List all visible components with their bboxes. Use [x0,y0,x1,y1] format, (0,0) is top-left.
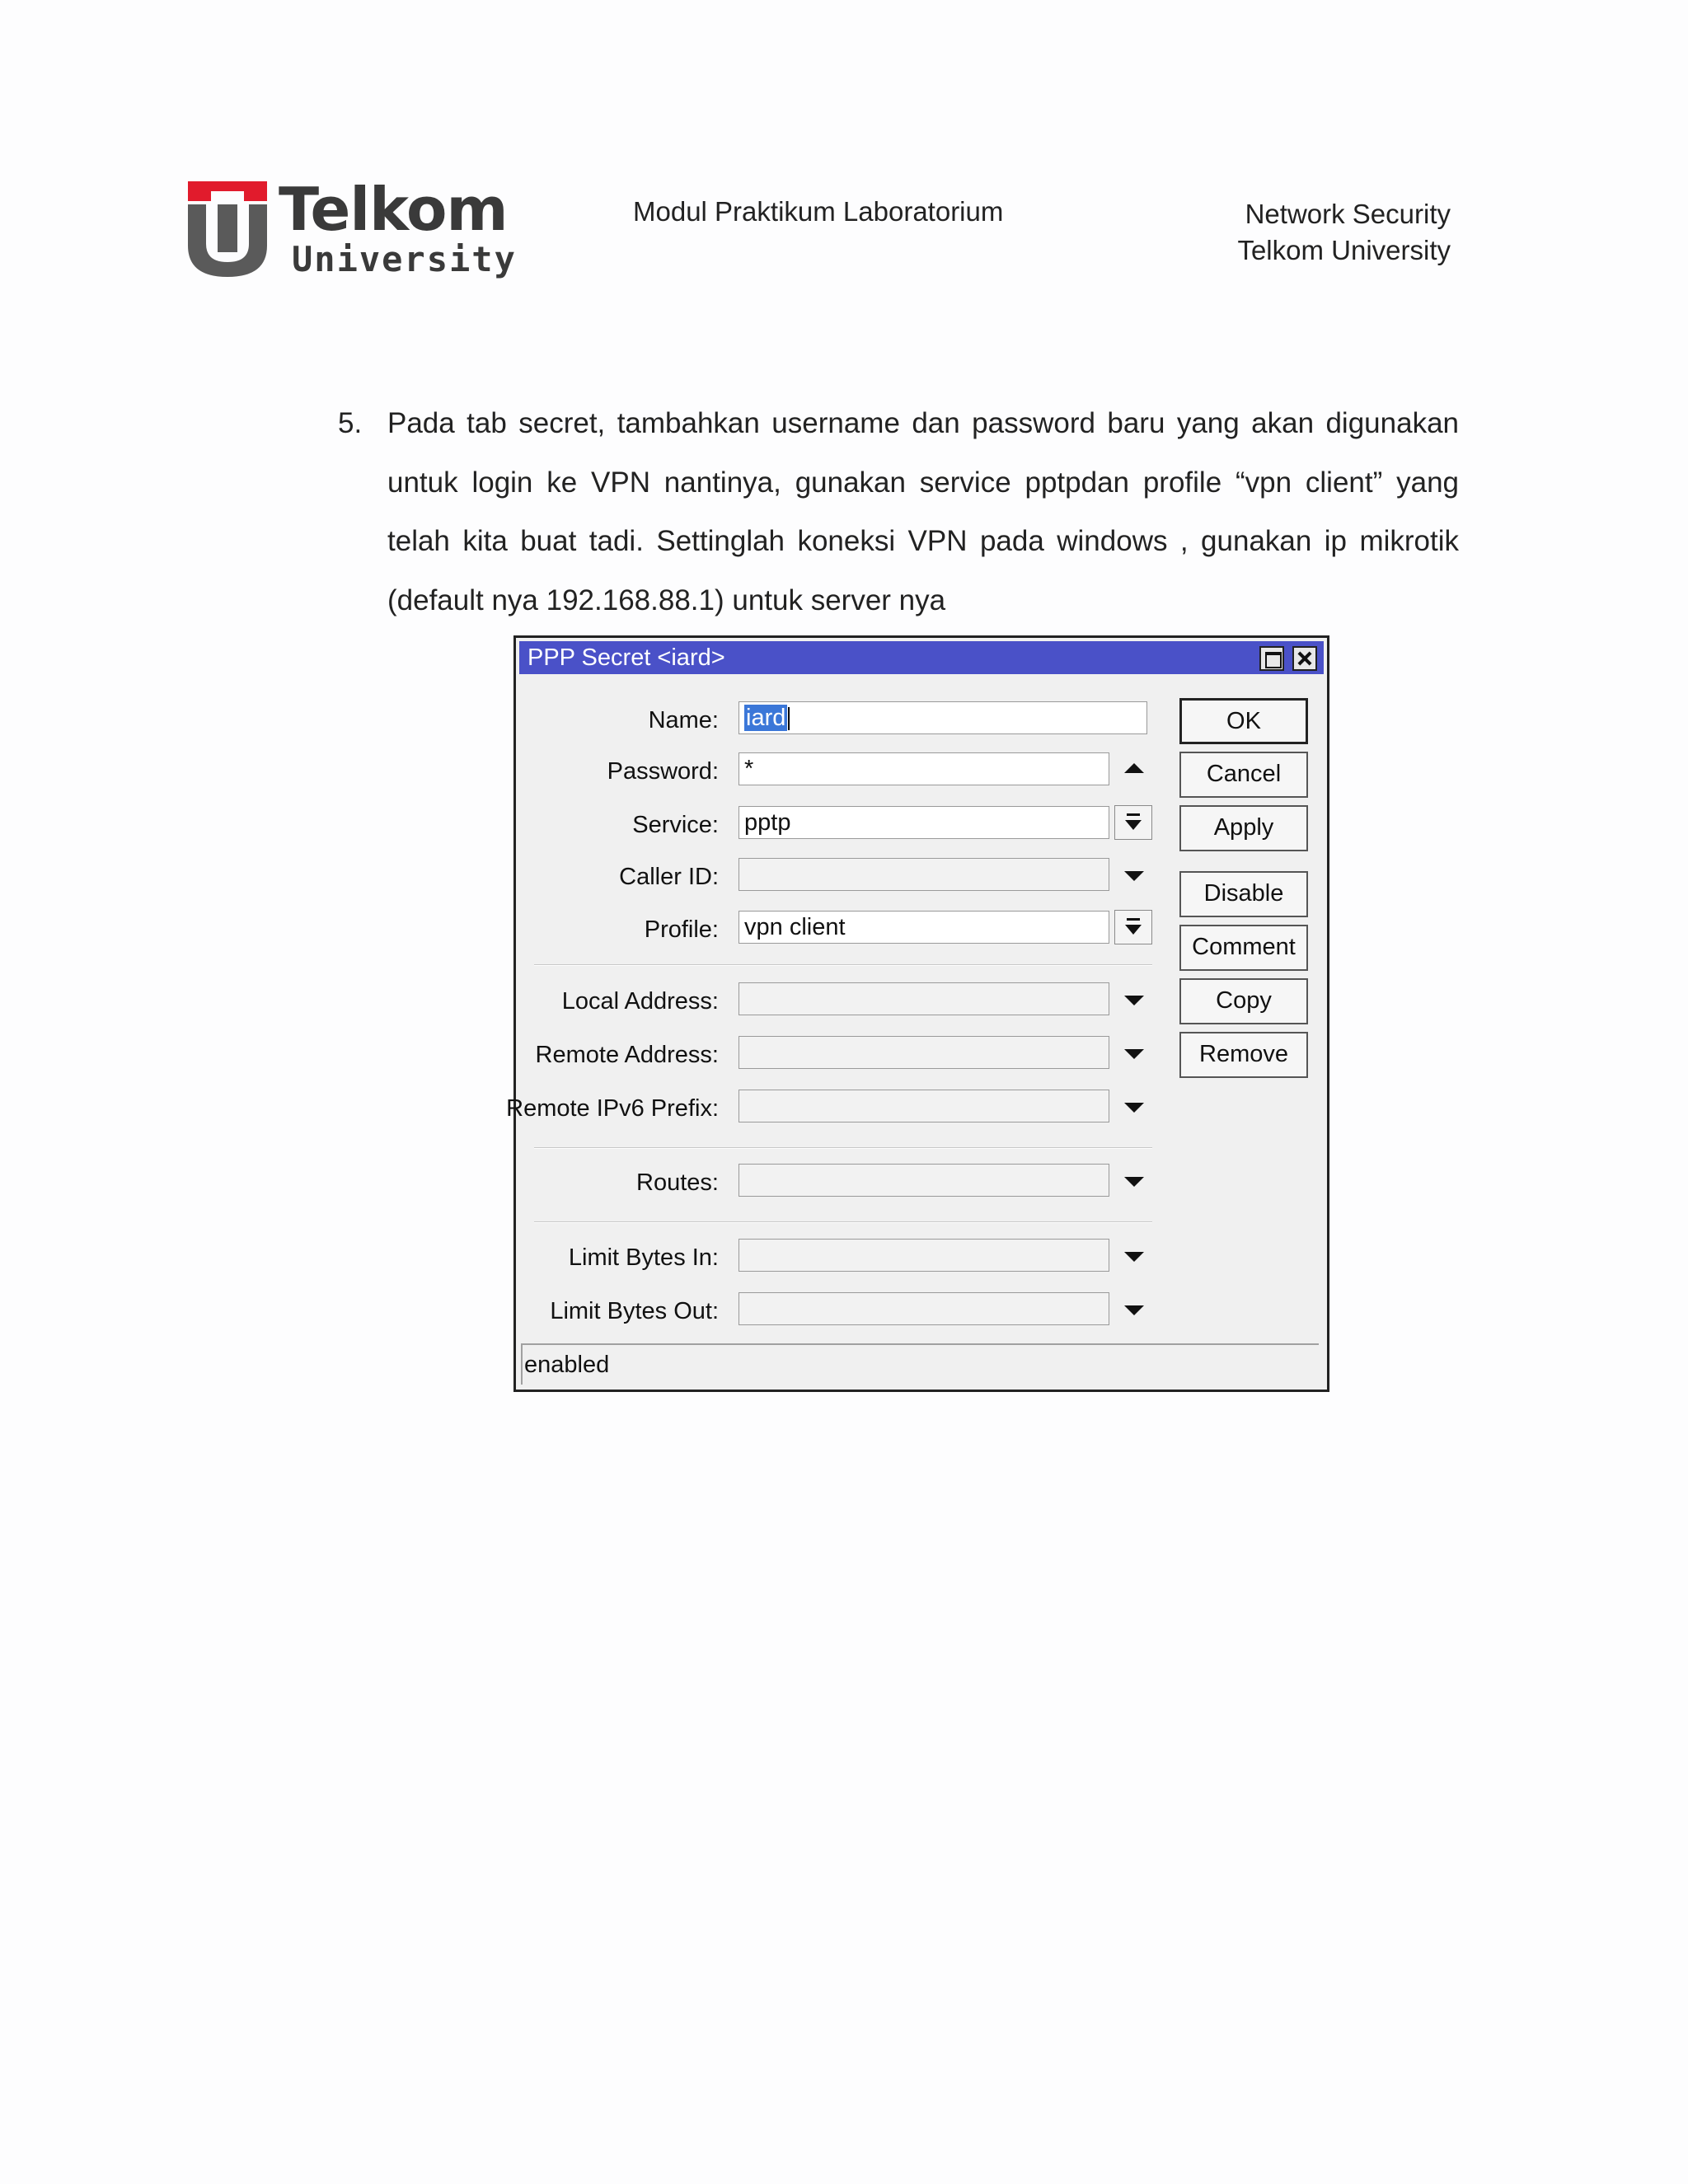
local-address-expand-icon[interactable] [1124,996,1144,1005]
profile-label: Profile: [644,916,719,943]
apply-button[interactable]: Apply [1179,805,1308,851]
disable-button[interactable]: Disable [1179,871,1308,917]
header-course [1237,196,1451,269]
service-dropdown-icon[interactable] [1114,805,1152,840]
local-address-label: Local Address: [561,988,719,1015]
text-caret [788,707,790,730]
header-institution: Telkom University [1237,235,1451,265]
limit-bytes-in-label: Limit Bytes In: [568,1244,719,1271]
ok-button[interactable]: OK [1179,698,1308,744]
logo-wordmark: Telkom [279,175,508,244]
remote-address-input[interactable] [738,1036,1109,1069]
divider [534,964,1152,966]
divider [534,1147,1152,1149]
maximize-icon[interactable] [1259,646,1284,671]
remote-address-expand-icon[interactable] [1124,1049,1144,1059]
header-module-title: Modul Praktikum Laboratorium [633,196,1004,227]
close-icon[interactable] [1292,646,1317,671]
service-label: Service: [632,812,719,838]
service-select[interactable]: pptp [738,806,1109,839]
telkom-university-logo [186,175,517,279]
remote-address-label: Remote Address: [535,1042,719,1068]
password-input[interactable]: * [738,752,1109,785]
limit-bytes-in-expand-icon[interactable] [1124,1252,1144,1262]
limit-bytes-out-input[interactable] [738,1292,1109,1325]
name-label: Name: [648,707,719,733]
ppp-secret-dialog [506,635,1329,1392]
copy-button[interactable]: Copy [1179,978,1308,1024]
collapse-arrow-icon[interactable] [1124,763,1144,773]
profile-select[interactable]: vpn client [738,911,1109,944]
status-text: enabled [524,1352,610,1378]
dialog-title: PPP Secret <iard> [528,644,725,671]
routes-input[interactable] [738,1164,1109,1197]
logo-subtitle: University [292,239,517,279]
status-bar [521,1343,1319,1386]
step-number: 5. [338,407,363,439]
cancel-button[interactable]: Cancel [1179,752,1308,798]
header-course-name: Network Security [1245,199,1451,229]
limit-bytes-out-label: Limit Bytes Out: [550,1298,719,1324]
step-text: Pada tab secret, tambahkan username dan password baru yang akan digunakan untuk login ke VPN nantinya, gunakan service pptpdan profile “vpn client” yang telah kita buat tadi. Settinglah koneksi VPN pada windows , gunakan ip mikrotik (default nya 192.168.88.1) untuk server nya [387,407,1459,616]
comment-button[interactable]: Comment [1179,925,1308,971]
name-input[interactable] [738,701,1147,734]
caller-id-input[interactable] [738,858,1109,891]
local-address-input[interactable] [738,982,1109,1015]
limit-bytes-in-input[interactable] [738,1239,1109,1272]
profile-dropdown-icon[interactable] [1114,910,1152,944]
remote-ipv6-prefix-input[interactable] [738,1090,1109,1122]
password-label: Password: [607,758,719,785]
remove-button[interactable]: Remove [1179,1032,1308,1078]
telkom-logo-icon [186,180,269,279]
remote-ipv6-expand-icon[interactable] [1124,1103,1144,1113]
remote-ipv6-prefix-label: Remote IPv6 Prefix: [506,1095,719,1122]
caller-id-label: Caller ID: [619,864,719,890]
status-divider [521,1345,523,1385]
divider [534,1221,1152,1223]
routes-expand-icon[interactable] [1124,1177,1144,1187]
dialog-titlebar[interactable] [519,641,1324,674]
caller-id-expand-icon[interactable] [1124,871,1144,881]
routes-label: Routes: [636,1169,719,1196]
limit-bytes-out-expand-icon[interactable] [1124,1305,1144,1315]
name-value: iard [746,705,786,731]
